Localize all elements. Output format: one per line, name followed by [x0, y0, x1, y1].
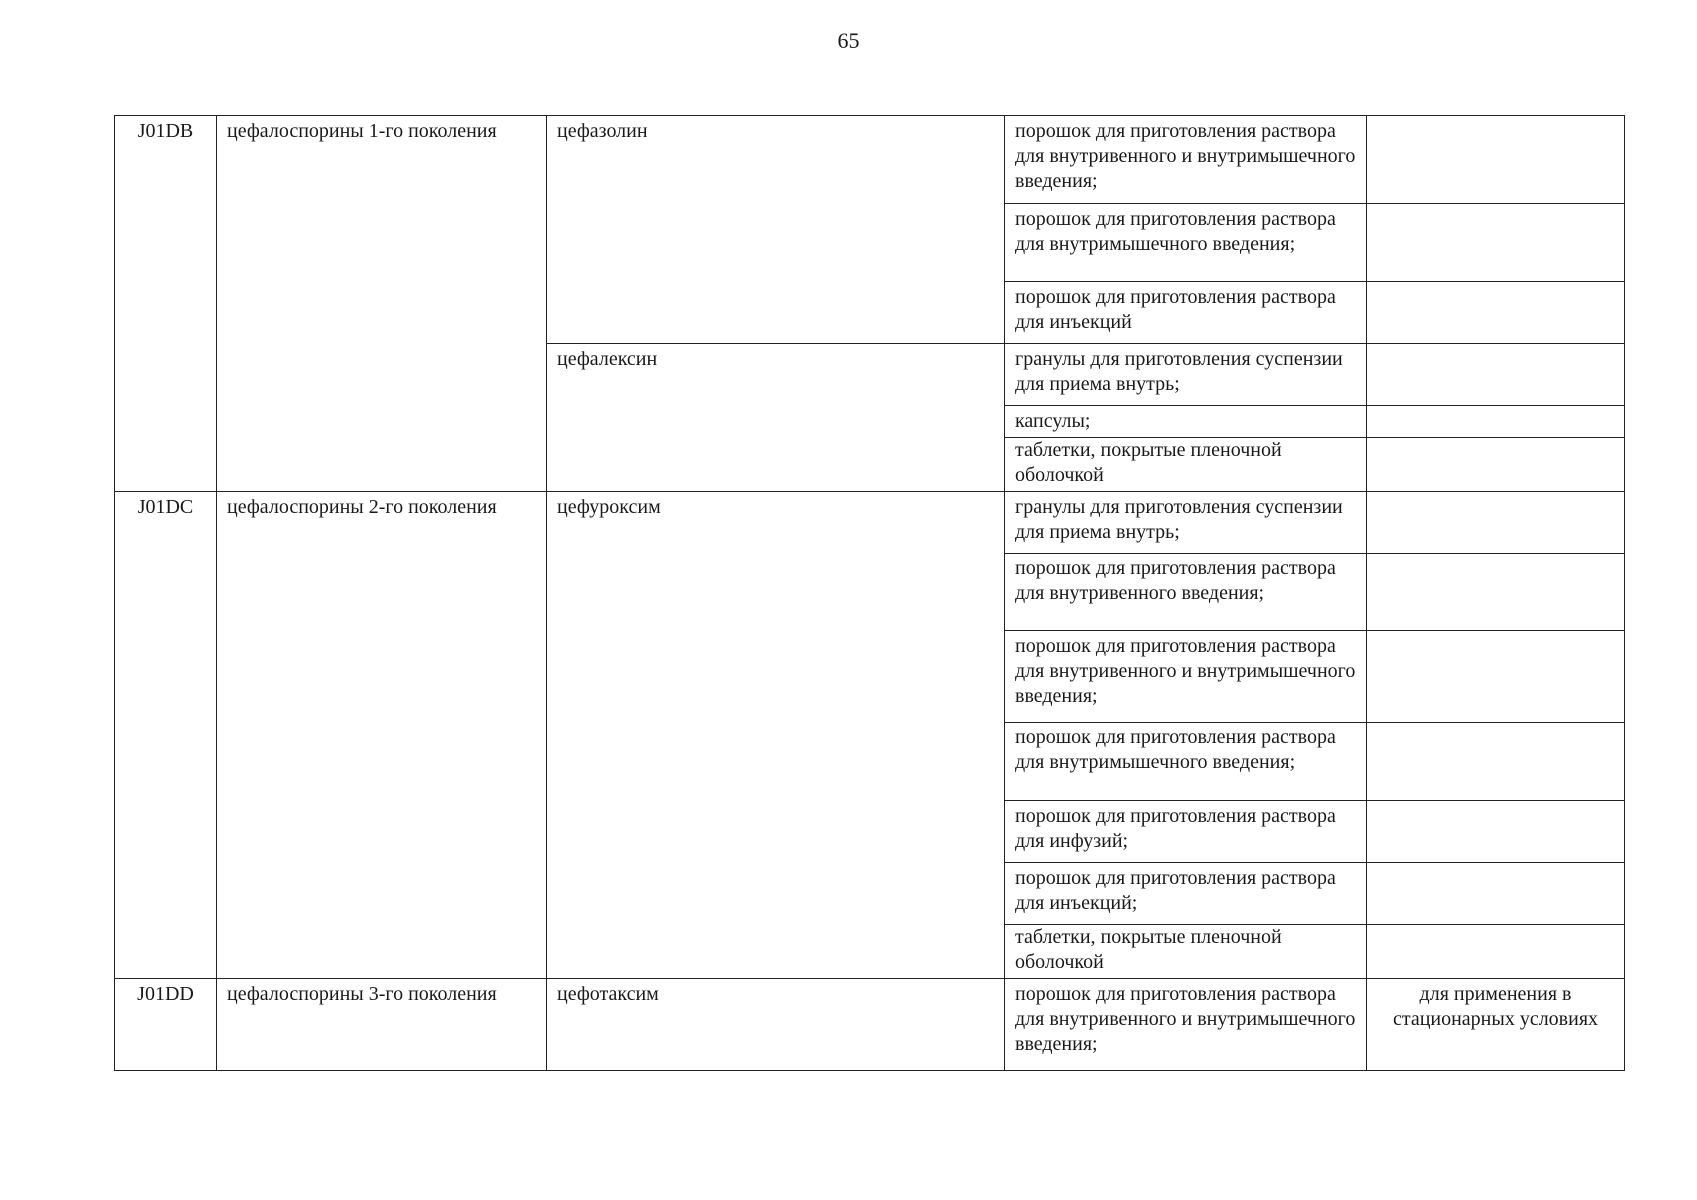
group-name-cell: цефалоспорины 3-го поколения — [217, 979, 547, 1071]
note-cell — [1367, 723, 1625, 801]
dosage-form-cell: гранулы для приготовления суспензии для приема внутрь; — [1005, 492, 1367, 554]
group-name-cell: цефалоспорины 1-го поколения — [217, 116, 547, 492]
atc-code-cell: J01DD — [115, 979, 217, 1071]
drug-name-cell: цефуроксим — [547, 492, 1005, 979]
dosage-form-cell: порошок для приготовления раствора для внутримышечного введения; — [1005, 723, 1367, 801]
note-cell — [1367, 116, 1625, 204]
dosage-form-cell: порошок для приготовления раствора для внутримышечного введения; — [1005, 204, 1367, 282]
table-row — [115, 492, 1625, 554]
note-cell — [1367, 282, 1625, 344]
drug-name-cell: цефалексин — [547, 344, 1005, 492]
dosage-form-cell: порошок для приготовления раствора для инъекций; — [1005, 863, 1367, 925]
dosage-form-cell: порошок для приготовления раствора для внутривенного введения; — [1005, 554, 1367, 631]
note-cell — [1367, 925, 1625, 979]
dosage-form-cell: порошок для приготовления раствора для внутривенного и внутримышечного введения; — [1005, 116, 1367, 204]
page-number: 65 — [837, 28, 860, 53]
dosage-form-cell: таблетки, покрытые пленочной оболочкой — [1005, 925, 1367, 979]
drug-name-cell: цефазолин — [547, 116, 1005, 344]
note-cell: для применения в стационарных условиях — [1367, 979, 1625, 1071]
note-cell — [1367, 863, 1625, 925]
note-cell — [1367, 492, 1625, 554]
table-row — [115, 979, 1625, 1071]
dosage-form-cell: порошок для приготовления раствора для внутривенного и внутримышечного введения; — [1005, 631, 1367, 723]
note-cell — [1367, 406, 1625, 438]
note-cell — [1367, 631, 1625, 723]
dosage-form-cell: порошок для приготовления раствора для внутривенного и внутримышечного введения; — [1005, 979, 1367, 1071]
dosage-form-cell: таблетки, покрытые пленочной оболочкой — [1005, 438, 1367, 492]
dosage-form-cell: порошок для приготовления раствора для инъекций — [1005, 282, 1367, 344]
table-row — [115, 116, 1625, 204]
dosage-form-cell: гранулы для приготовления суспензии для приема внутрь; — [1005, 344, 1367, 406]
note-cell — [1367, 554, 1625, 631]
drug-name-cell: цефотаксим — [547, 979, 1005, 1071]
drug-table — [114, 115, 1625, 1071]
note-cell — [1367, 801, 1625, 863]
dosage-form-cell: капсулы; — [1005, 406, 1367, 438]
note-cell — [1367, 344, 1625, 406]
atc-code-cell: J01DC — [115, 492, 217, 979]
note-cell — [1367, 438, 1625, 492]
note-cell — [1367, 204, 1625, 282]
group-name-cell: цефалоспорины 2-го поколения — [217, 492, 547, 979]
dosage-form-cell: порошок для приготовления раствора для инфузий; — [1005, 801, 1367, 863]
atc-code-cell: J01DB — [115, 116, 217, 492]
